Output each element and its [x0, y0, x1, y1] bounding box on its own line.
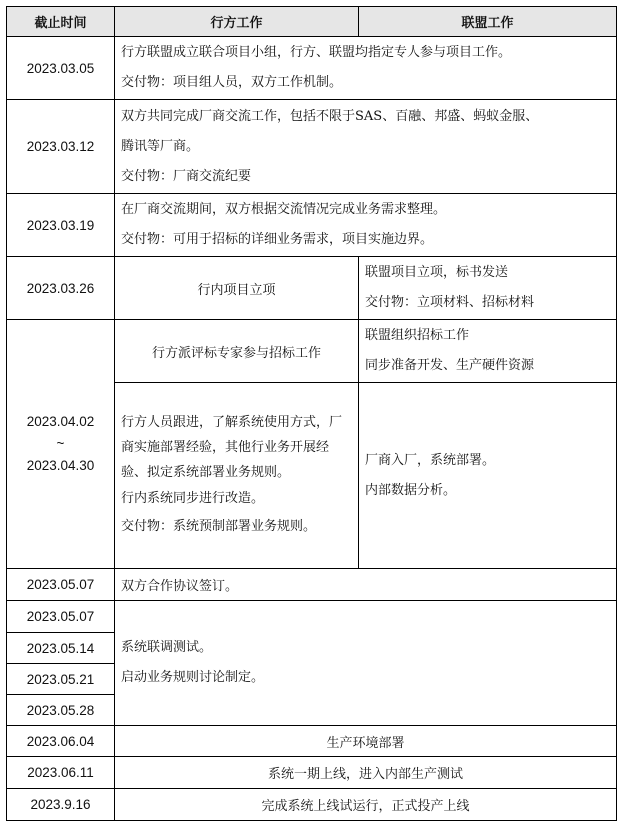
deadline-cell: 2023.06.11 [7, 757, 115, 789]
bank-work-cell [115, 100, 617, 194]
table-row [7, 757, 617, 789]
deadline-cell: 2023.05.07 [7, 601, 115, 633]
header-deadline: 截止时间 [7, 7, 115, 37]
task-text: 联盟组织招标工作 [365, 328, 470, 343]
deliverable-text: 交付物：可用于招标的详细业务需求，项目实施边界。 [121, 232, 434, 247]
joint-work-cell: 完成系统上线试运行，正式投产上线 [115, 789, 617, 821]
deliverable-text: 交付物：厂商交流纪要 [121, 168, 252, 184]
task-text: 启动业务规则讨论制定。 [121, 670, 265, 685]
deadline-cell: 2023.05.21 [7, 664, 115, 695]
task-text: 在厂商交流期间，双方根据交流情况完成业务需求整理。 [121, 202, 447, 217]
header-bank-work: 行方工作 [115, 7, 359, 37]
alliance-work-cell [359, 383, 617, 569]
table-row [7, 789, 617, 821]
bank-work-cell: 行内项目立项 [115, 257, 359, 320]
deliverable-text: 交付物：系统预制部署业务规则。 [121, 518, 317, 534]
deadline-cell: 2023.03.12 [7, 100, 115, 194]
deadline-range-cell [7, 320, 115, 569]
table-row [7, 601, 617, 633]
joint-work-cell: 双方合作协议签订。 [115, 569, 617, 601]
deadline-cell: 2023.05.14 [7, 633, 115, 664]
table-row [7, 194, 617, 257]
task-text: 厂商入厂，系统部署。 [365, 452, 496, 468]
deadline-cell: 2023.03.19 [7, 194, 115, 257]
deliverable-text: 交付物：立项材料、招标材料 [365, 295, 535, 310]
schedule-table [6, 6, 617, 821]
table-row [7, 569, 617, 601]
deadline-cell: 2023.06.04 [7, 726, 115, 757]
joint-work-cell: 系统一期上线，进入内部生产测试 [115, 757, 617, 789]
task-text: 行方人员跟进，了解系统使用方式，厂商实施部署经验，其他行业务开展经验、拟定系统部署业务规则。 [121, 414, 343, 480]
bank-work-cell [115, 37, 617, 100]
task-text: 同步准备开发、生产硬件资源 [365, 358, 535, 373]
deadline-cell: 2023.05.07 [7, 569, 115, 601]
range-separator: ~ [56, 436, 65, 451]
joint-work-cell: 生产环境部署 [115, 726, 617, 757]
task-text: 腾讯等厂商。 [121, 138, 200, 154]
task-text: 内部数据分析。 [365, 482, 457, 498]
task-text: 系统联调测试。 [121, 640, 213, 655]
task-text: 联盟项目立项，标书发送 [365, 265, 509, 280]
table-row [7, 320, 617, 383]
range-start: 2023.04.02 [26, 414, 95, 429]
task-text: 行内系统同步进行改造。 [121, 490, 265, 506]
task-text: 双方共同完成厂商交流工作，包括不限于SAS、百融、邦盛、蚂蚁金服、 [121, 108, 539, 124]
joint-work-cell [115, 601, 617, 726]
table-row [7, 37, 617, 100]
deadline-cell: 2023.03.26 [7, 257, 115, 320]
alliance-work-cell [359, 320, 617, 383]
deadline-cell: 2023.9.16 [7, 789, 115, 821]
deadline-cell: 2023.03.05 [7, 37, 115, 100]
table-row [7, 100, 617, 194]
bank-work-cell [115, 194, 617, 257]
deliverable-text: 交付物：项目组人员，双方工作机制。 [121, 75, 343, 90]
header-row [7, 7, 617, 37]
table-row [7, 257, 617, 320]
bank-work-cell [115, 383, 359, 569]
task-text: 行方联盟成立联合项目小组，行方、联盟均指定专人参与项目工作。 [121, 45, 512, 60]
table-row [7, 726, 617, 757]
alliance-work-cell [359, 257, 617, 320]
bank-work-cell: 行方派评标专家参与招标工作 [115, 320, 359, 383]
deadline-cell: 2023.05.28 [7, 695, 115, 726]
range-end: 2023.04.30 [26, 458, 95, 473]
header-alliance-work: 联盟工作 [359, 7, 617, 37]
